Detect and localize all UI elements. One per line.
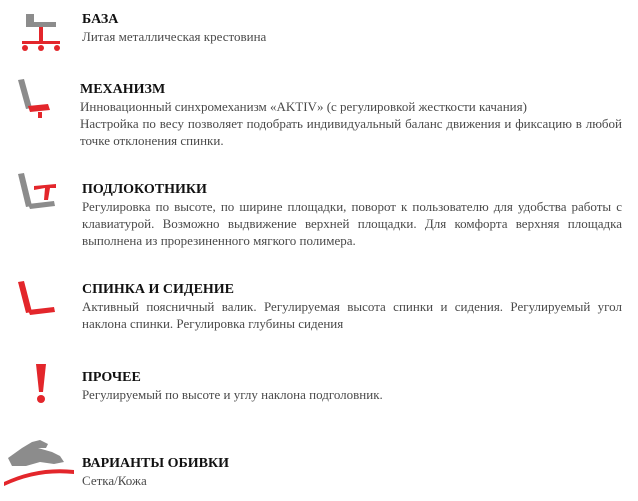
chair-armrest-icon [12, 170, 72, 220]
description-line: Регулируемый по высоте и углу наклона подголовник. [82, 387, 383, 402]
description-line: Настройка по весу позволяет подобрать индивидуальный баланс движения и фиксацию в любой точке отклонения спинки. [80, 116, 622, 148]
section-title: БАЗА [82, 12, 119, 27]
section-description [82, 298, 622, 332]
section-description [82, 28, 622, 45]
chair-mechanism-icon [10, 76, 70, 126]
section-back-and-seat [0, 274, 638, 340]
section-description [82, 386, 622, 403]
section-title: ПРОЧЕЕ [82, 370, 141, 385]
section-description [82, 472, 622, 489]
section-title: МЕХАНИЗМ [80, 82, 166, 97]
section-upholstery [0, 436, 638, 496]
section-description [82, 198, 622, 249]
chair-back-seat-icon [12, 278, 72, 328]
chair-base-icon [12, 8, 72, 56]
description-line: Регулировка по высоте, по ширине площадки, поворот к пользователю для удобства работы с клавиатурой. Возможно выдвижение верхней площадки. Для комфорта верхняя площадка выполнена из прорезиненного мягкого полимера. [82, 199, 622, 248]
exclamation-icon [12, 362, 72, 408]
section-description [80, 98, 622, 149]
description-line: Инновационный синхромеханизм «AKTIV» (с регулировкой жесткости качания) [80, 99, 527, 114]
section-mechanism [0, 76, 638, 156]
section-title: ВАРИАНТЫ ОБИВКИ [82, 456, 230, 471]
upholstery-hand-icon [4, 436, 76, 496]
section-other [0, 360, 638, 412]
section-title: ПОДЛОКОТНИКИ [82, 182, 207, 197]
section-base [0, 6, 638, 54]
description-line: Активный поясничный валик. Регулируемая высота спинки и сидения. Регулируемый угол наклона спинки. Регулировка глубины сидения [82, 299, 622, 331]
description-line: Литая металлическая крестовина [82, 29, 267, 44]
section-armrests [0, 170, 638, 254]
description-line: Сетка/Кожа [82, 473, 147, 488]
section-title: СПИНКА И СИДЕНИЕ [82, 282, 235, 297]
